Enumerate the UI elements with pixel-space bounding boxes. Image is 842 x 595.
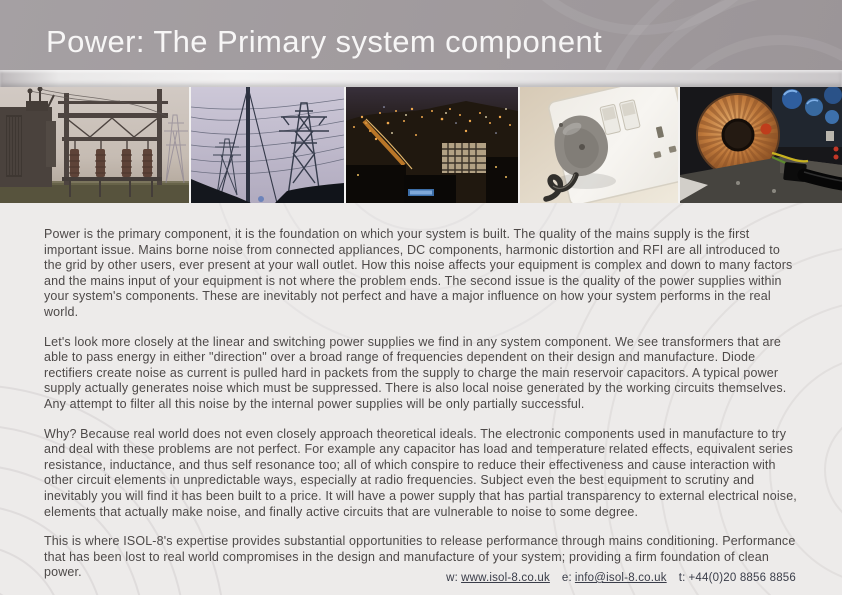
body-paragraph: Why? Because real world does not even closely approach theoretical ideals. The electronic components used in manufacture to try and deal with these problems are not perfect. For example any capacitor has load and temperature related effects, equivalent series resistance, inductance, and thus self resonance too; all of which conspire to reduce their effectiveness and cause interaction with other circuit elements in unpredictable ways, especially at radio frequencies. Subject even the best equipment to scrutiny and inevitably you will find it has been built to a price. It will have a power supply that has partial transparency to external electrical noise, elements that actually make noise, and finally active circuits that are vulnerable to noise to some degree. xyxy=(44,426,797,519)
body-paragraph: Power is the primary component, it is the foundation on which your system is built. The quality of the mains supply is the first important issue. Mains borne noise from connected appliances, DC components, harmonic distortion and RFI are all introduced to the grid by other users, ever present at your wall outlet. How this noise affects your equipment is complex and down to many factors and the mains input of your equipment is not where the problem ends. The second issue is the quality of the power supplies within your system's components. These are inevitably not perfect and have a major influence on how your system performs in the real world. xyxy=(44,227,793,319)
photo-city-at-night xyxy=(346,87,518,203)
photo-strip xyxy=(0,87,842,203)
email-link[interactable]: info@isol-8.co.uk xyxy=(574,572,667,584)
body-paragraph: Let's look more closely at the linear and switching power supplies we find in any system component. We see transformers that are able to pass energy in either "direction" over a broad range of frequencies dependent on their design and manufacture. Diode rectifiers create noise as current is pulled hard in packets from the supply to charge the main reservoir capacitors. A typical power supply actually generates noise which must be suppressed. There is also local noise generated by the working circuits themselves. Any attempt to filter all this noise by the internal power supplies will be only partially successful. xyxy=(44,334,787,411)
photo-electrical-substation xyxy=(0,87,189,203)
phone-number: +44(0)20 8856 8856 xyxy=(688,572,796,584)
page-title: Power: The Primary system component xyxy=(46,24,603,59)
email-label: e: xyxy=(561,572,572,584)
photo-toroidal-transformer-internals xyxy=(680,87,842,203)
header-divider xyxy=(0,70,842,87)
body-text xyxy=(44,203,798,595)
body-paragraph: This is where ISOL-8's expertise provides substantial opportunities to release performance through mains conditioning. Performance that has been lost to real world compromises in the design and manufacture of your system; providing a firm foundation of clean power. xyxy=(44,534,796,580)
lit-building xyxy=(442,143,486,173)
phone-label: t: xyxy=(678,572,686,584)
page-footer xyxy=(446,572,796,584)
photo-transmission-pylons xyxy=(191,87,344,203)
website-label: w: xyxy=(446,572,459,584)
website-link[interactable]: www.isol-8.co.uk xyxy=(461,572,550,584)
photo-uk-plug-and-wall-socket xyxy=(520,87,678,203)
page-header xyxy=(0,0,842,70)
